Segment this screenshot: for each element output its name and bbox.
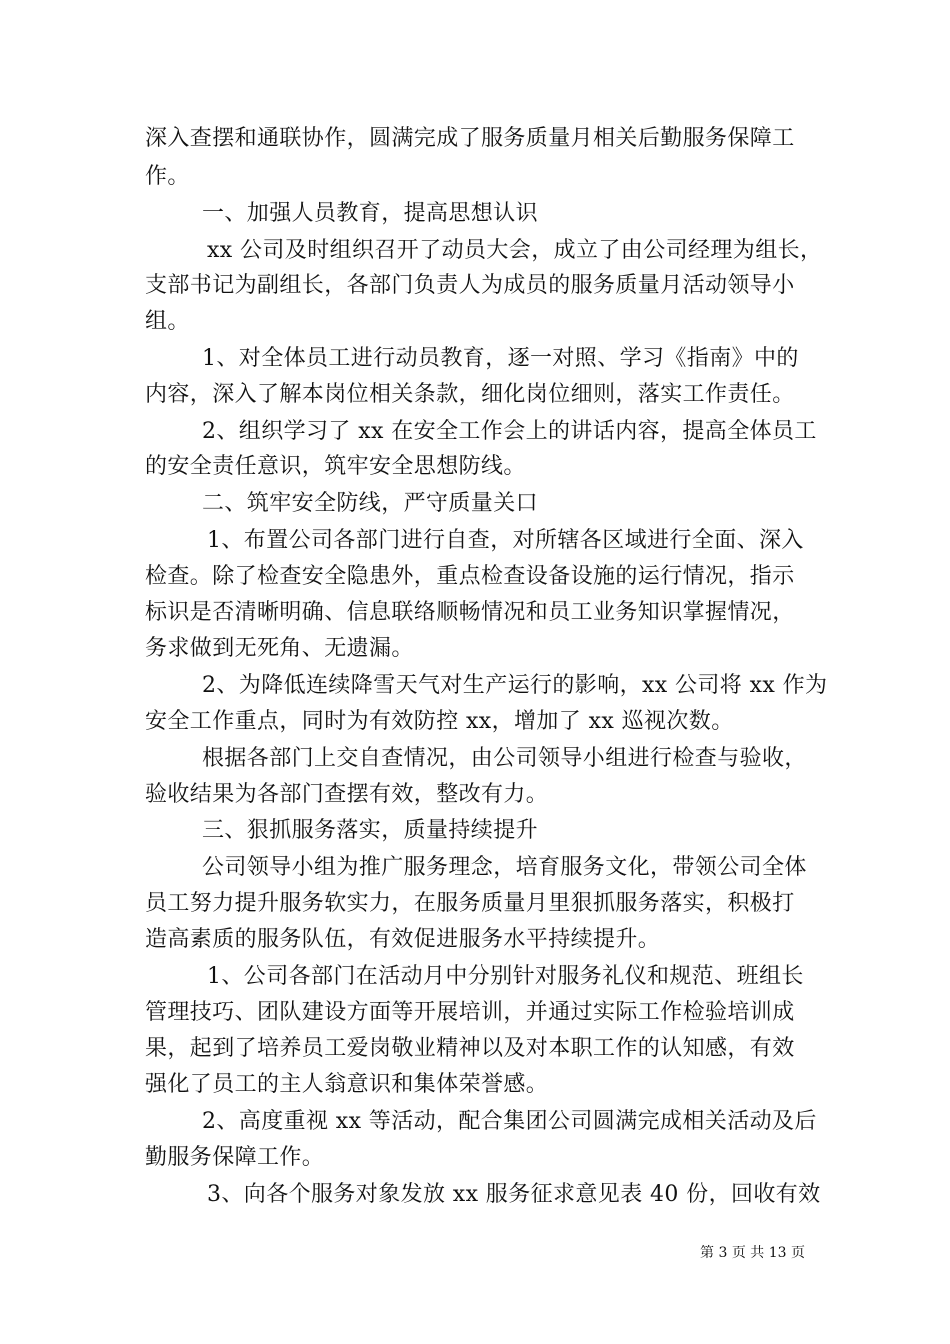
text-line: 支部书记为副组长，各部门负责人为成员的服务质量月活动领导小 bbox=[145, 273, 795, 298]
text-line: 标识是否清晰明确、信息联络顺畅情况和员工业务知识掌握情况， bbox=[145, 600, 795, 625]
text-line: 组。 bbox=[145, 309, 190, 334]
text-line: 务求做到无死角、无遗漏。 bbox=[145, 636, 414, 661]
text-line: 安全工作重点，同时为有效防控 xx，增加了 xx 巡视次数。 bbox=[145, 709, 734, 734]
text-line: 果，起到了培养员工爱岗敬业精神以及对本职工作的认知感，有效 bbox=[145, 1036, 795, 1061]
section-heading-1: 一、加强人员教育，提高思想认识 bbox=[202, 201, 539, 226]
text-line: 内容，深入了解本岗位相关条款，细化岗位细则，落实工作责任。 bbox=[145, 382, 795, 407]
text-line: 深入查摆和通联协作，圆满完成了服务质量月相关后勤服务保障工 bbox=[145, 126, 795, 151]
text-line: 1、对全体员工进行动员教育，逐一对照、学习《指南》中的 bbox=[202, 346, 799, 371]
section-heading-3: 三、狠抓服务落实，质量持续提升 bbox=[202, 818, 539, 843]
text-line: 1、布置公司各部门进行自查，对所辖各区域进行全面、深入 bbox=[207, 528, 804, 553]
page-number-footer: 第 3 页 共 13 页 bbox=[700, 1245, 805, 1261]
text-line: 验收结果为各部门查摆有效，整改有力。 bbox=[145, 782, 549, 807]
text-line: 作。 bbox=[145, 164, 190, 189]
text-line: 造高素质的服务队伍，有效促进服务水平持续提升。 bbox=[145, 927, 661, 952]
text-line: 2、为降低连续降雪天气对生产运行的影响，xx 公司将 xx 作为 bbox=[202, 673, 828, 698]
section-heading-2: 二、筑牢安全防线，严守质量关口 bbox=[202, 491, 539, 516]
text-line: 公司领导小组为推广服务理念，培育服务文化，带领公司全体 bbox=[202, 855, 807, 880]
text-line: 员工努力提升服务软实力，在服务质量月里狠抓服务落实，积极打 bbox=[145, 891, 795, 916]
text-line: 2、高度重视 xx 等活动，配合集团公司圆满完成相关活动及后 bbox=[202, 1109, 817, 1134]
text-line: 1、公司各部门在活动月中分别针对服务礼仪和规范、班组长 bbox=[207, 964, 804, 989]
text-line: 2、组织学习了 xx 在安全工作会上的讲话内容，提高全体员工 bbox=[202, 419, 817, 444]
text-line: 3、向各个服务对象发放 xx 服务征求意见表 40 份，回收有效 bbox=[207, 1182, 821, 1207]
text-line: 根据各部门上交自查情况，由公司领导小组进行检查与验收， bbox=[202, 746, 807, 771]
text-line: xx 公司及时组织召开了动员大会，成立了由公司经理为组长， bbox=[207, 238, 823, 263]
text-line: 管理技巧、团队建设方面等开展培训，并通过实际工作检验培训成 bbox=[145, 1000, 795, 1025]
text-line: 强化了员工的主人翁意识和集体荣誉感。 bbox=[145, 1072, 549, 1097]
text-line: 勤服务保障工作。 bbox=[145, 1145, 325, 1170]
text-line: 检查。除了检查安全隐患外，重点检查设备设施的运行情况，指示 bbox=[145, 564, 795, 589]
text-line: 的安全责任意识，筑牢安全思想防线。 bbox=[145, 454, 526, 479]
